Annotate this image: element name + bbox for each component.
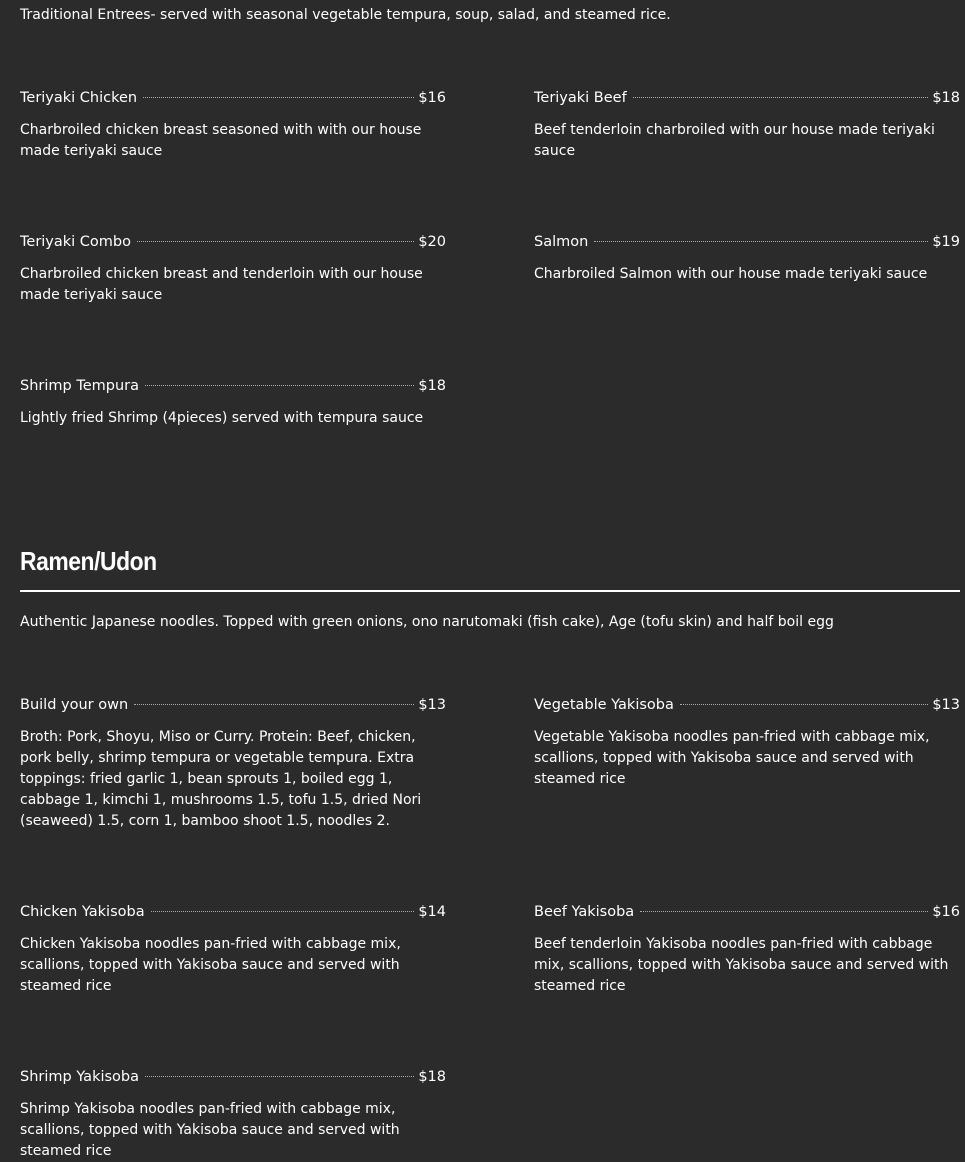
item-name: Shrimp Yakisoba [20,1069,140,1085]
item-description: Chicken Yakisoba noodles pan-fried with cabbage mix, scallions, topped with Yakisoba sauce and served with steamed rice [20,936,401,994]
item-name: Teriyaki Chicken [20,90,138,106]
item-name: Salmon [534,234,589,250]
item-name: Build your own [20,697,129,713]
dot-leader [137,241,414,242]
menu-item-beef-yakisoba [534,901,960,997]
dot-leader [633,97,929,98]
item-price: $13 [932,697,960,713]
dot-leader [151,911,415,912]
dot-leader [145,1076,414,1077]
dot-leader [680,704,928,705]
item-price: $18 [932,90,960,106]
menu-item-salmon [534,231,960,285]
item-name: Teriyaki Combo [20,234,132,250]
item-name: Shrimp Tempura [20,378,140,394]
item-description: Broth: Pork, Shoyu, Miso or Curry. Protein: Beef, chicken, pork belly, shrimp tempura or vegetable tempura. Extra toppings: fried garlic 1, bean sprouts 1, boiled egg 1, cabbage 1, kimchi 1, mushrooms 1.5, tofu 1.5, dried Nori (seaweed) 1.5, corn 1, bamboo shoot 1.5, noodles 2. [20,729,422,829]
item-price: $13 [418,697,446,713]
item-name: Beef Yakisoba [534,904,635,920]
section-divider [20,590,960,592]
teriyaki-intro: Traditional Entrees- served with seasonal vegetable tempura, soup, salad, and steamed rice. [20,7,671,23]
section-title-ramen-udon: Ramen/Udon [20,546,157,576]
item-price: $20 [418,234,446,250]
item-name: Teriyaki Beef [534,90,627,106]
menu-item-teriyaki-chicken [20,87,446,162]
ramen-intro: Authentic Japanese noodles. Topped with green onions, ono narutomaki (fish cake), Age (tofu skin) and half boil egg [20,614,834,630]
item-price: $18 [418,378,446,394]
item-description: Vegetable Yakisoba noodles pan-fried with cabbage mix, scallions, topped with Yakisoba sauce and served with steamed rice [534,729,930,787]
item-price: $16 [932,904,960,920]
item-description: Charbroiled Salmon with our house made teriyaki sauce [534,266,928,282]
item-description: Charbroiled chicken breast seasoned with with our house made teriyaki sauce [20,122,422,159]
menu-item-chicken-yakisoba [20,901,446,997]
item-price: $14 [418,904,446,920]
menu-item-teriyaki-beef [534,87,960,162]
menu-item-shrimp-yakisoba [20,1066,446,1162]
menu-item-teriyaki-combo [20,231,446,306]
item-price: $18 [418,1069,446,1085]
dot-leader [134,704,414,705]
dot-leader [143,97,414,98]
item-price: $16 [418,90,446,106]
item-name: Chicken Yakisoba [20,904,145,920]
item-description: Lightly fried Shrimp (4pieces) served with tempura sauce [20,410,424,426]
item-price: $19 [932,234,960,250]
item-name: Vegetable Yakisoba [534,697,674,713]
menu-item-vegetable-yakisoba [534,694,960,790]
item-description: Charbroiled chicken breast and tenderloin with our house made teriyaki sauce [20,266,423,303]
menu-item-build-your-own [20,694,446,832]
dot-leader [640,911,928,912]
dot-leader [594,241,928,242]
item-description: Beef tenderloin Yakisoba noodles pan-fried with cabbage mix, scallions, topped with Yakisoba sauce and served with steamed rice [534,936,949,994]
item-description: Beef tenderloin charbroiled with our house made teriyaki sauce [534,122,935,159]
dot-leader [145,385,414,386]
item-description: Shrimp Yakisoba noodles pan-fried with cabbage mix, scallions, topped with Yakisoba sauce and served with steamed rice [20,1101,400,1159]
menu-item-shrimp-tempura [20,375,446,429]
